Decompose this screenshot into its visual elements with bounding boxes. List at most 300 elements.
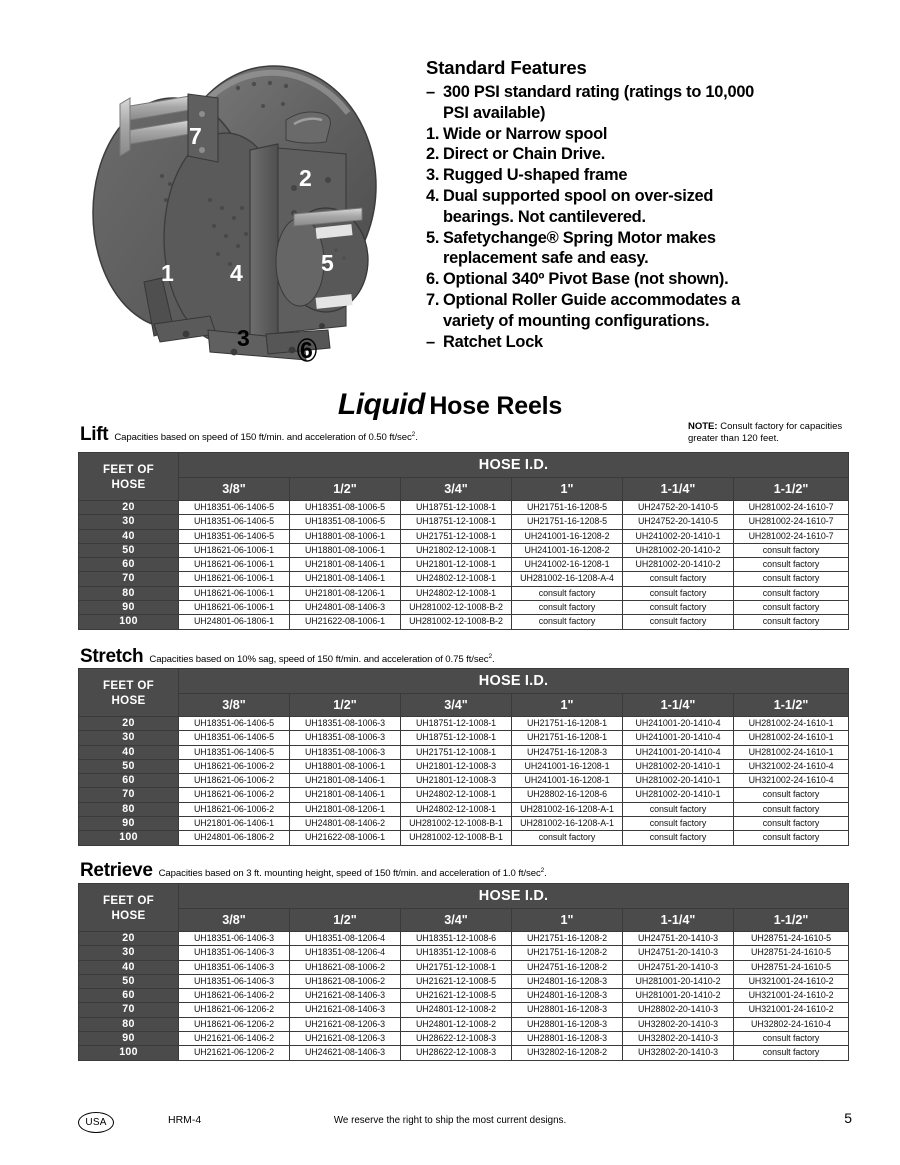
section-subtitle-end: . (491, 654, 495, 665)
cell-part-number: UH21621-08-1206-3 (290, 1032, 401, 1046)
feature-marker: – (426, 332, 435, 351)
cell-part-number: UH18621-06-1206-2 (179, 1017, 290, 1031)
cell-part-number: UH18621-06-1006-1 (179, 572, 290, 586)
cell-part-number: UH241001-16-1208-1 (512, 759, 623, 773)
header-feet-of-hose (79, 884, 179, 932)
row-feet-of-hose: 50 (79, 759, 179, 773)
table-row (79, 529, 849, 543)
cell-consult-factory: consult factory (734, 831, 849, 845)
section-subtitle (159, 868, 547, 879)
cell-part-number: UH18621-06-1006-2 (179, 759, 290, 773)
cell-part-number: UH18621-06-1006-2 (179, 774, 290, 788)
note-text: Consult factory for capacities greater than 120 feet. (688, 421, 843, 444)
feature-item (426, 144, 770, 165)
feature-item (426, 269, 770, 290)
cell-part-number: UH18351-06-1406-5 (179, 745, 290, 759)
section-caption-stretch (80, 646, 495, 668)
cell-part-number: UH321002-24-1610-4 (734, 759, 849, 773)
cell-part-number: UH18351-08-1006-3 (290, 745, 401, 759)
callout-2: 2 (299, 165, 312, 191)
cell-part-number: UH281002-20-1410-1 (623, 759, 734, 773)
usa-badge: USA (78, 1112, 114, 1133)
row-feet-of-hose: 90 (79, 1032, 179, 1046)
cell-part-number: UH18351-12-1008-6 (401, 946, 512, 960)
document-code: HRM-4 (168, 1114, 202, 1126)
table-row (79, 989, 849, 1003)
page-title-regular: Hose Reels (429, 392, 563, 420)
section-title: Lift (80, 424, 109, 445)
cell-part-number: UH21751-12-1008-1 (401, 960, 512, 974)
cell-part-number: UH281002-24-1610-7 (734, 515, 849, 529)
cell-part-number: UH281002-20-1410-1 (623, 788, 734, 802)
cell-part-number: UH24751-20-1410-3 (623, 932, 734, 946)
cell-part-number: UH21801-06-1406-1 (179, 817, 290, 831)
cell-consult-factory: consult factory (734, 817, 849, 831)
cell-part-number: UH241002-20-1410-1 (623, 529, 734, 543)
callout-3: 3 (237, 325, 250, 351)
cell-part-number: UH321001-24-1610-2 (734, 974, 849, 988)
section-title: Retrieve (80, 860, 153, 881)
table-row (79, 572, 849, 586)
cell-part-number: UH24801-12-1008-2 (401, 1003, 512, 1017)
feature-marker: 6. (426, 270, 440, 289)
header-size-4: 1" (512, 478, 623, 501)
section-subtitle (149, 654, 494, 665)
header-feet-line2: HOSE (111, 477, 146, 491)
feature-marker: 5. (426, 228, 440, 247)
feature-marker: 1. (426, 124, 440, 143)
cell-part-number: UH18751-12-1008-1 (401, 717, 512, 731)
callout-6: 6 (300, 337, 313, 363)
cell-part-number: UH18801-08-1006-1 (290, 529, 401, 543)
cell-part-number: UH18621-06-1006-1 (179, 586, 290, 600)
section-subtitle-text: Capacities based on 3 ft. mounting height, speed of 150 ft/min. and acceleration of 1.0 ft/sec (158, 868, 541, 879)
feature-text: Dual supported spool on over-sized bearings. Not cantilevered. (443, 186, 714, 226)
cell-part-number: UH21751-12-1008-1 (401, 529, 512, 543)
callout-1: 1 (161, 260, 174, 286)
cell-part-number: UH24802-12-1008-1 (401, 802, 512, 816)
cell-part-number: UH21751-16-1208-1 (512, 717, 623, 731)
cell-part-number: UH18621-08-1006-2 (290, 960, 401, 974)
cell-part-number: UH18351-08-1006-3 (290, 731, 401, 745)
header-size-4: 1" (512, 694, 623, 717)
header-feet-line2: HOSE (111, 693, 146, 707)
cell-part-number: UH18751-12-1008-1 (401, 515, 512, 529)
cell-part-number: UH28751-24-1610-5 (734, 960, 849, 974)
cell-part-number: UH21802-12-1008-1 (401, 543, 512, 557)
row-feet-of-hose: 30 (79, 731, 179, 745)
cell-consult-factory: consult factory (623, 601, 734, 615)
feature-marker: 2. (426, 145, 440, 164)
cell-part-number: UH18621-06-1006-1 (179, 558, 290, 572)
feature-item (426, 290, 770, 332)
cell-part-number: UH24801-08-1406-2 (290, 817, 401, 831)
cell-part-number: UH241001-16-1208-2 (512, 543, 623, 557)
row-feet-of-hose: 40 (79, 529, 179, 543)
callout-5: 5 (321, 250, 334, 276)
cell-part-number: UH32802-20-1410-3 (623, 1017, 734, 1031)
cell-consult-factory: consult factory (734, 543, 849, 557)
header-size-1: 3/8" (179, 694, 290, 717)
cell-part-number: UH24752-20-1410-5 (623, 501, 734, 515)
row-feet-of-hose: 80 (79, 1017, 179, 1031)
cell-part-number: UH21751-16-1208-1 (512, 731, 623, 745)
cell-part-number: UH21801-08-1406-1 (290, 558, 401, 572)
feature-marker: 7. (426, 290, 440, 309)
cell-part-number: UH21801-08-1206-1 (290, 802, 401, 816)
cell-part-number: UH24751-20-1410-3 (623, 946, 734, 960)
cell-consult-factory: consult factory (734, 615, 849, 629)
cell-part-number: UH18351-06-1406-3 (179, 974, 290, 988)
cell-part-number: UH24802-12-1008-1 (401, 586, 512, 600)
section-subtitle-end: . (415, 432, 418, 443)
cell-part-number: UH281002-20-1410-2 (623, 543, 734, 557)
cell-part-number: UH24752-20-1410-5 (623, 515, 734, 529)
feature-item (426, 124, 770, 145)
cell-part-number: UH21751-12-1008-1 (401, 745, 512, 759)
table-row (79, 831, 849, 845)
cell-part-number: UH28751-24-1610-5 (734, 946, 849, 960)
cell-part-number: UH21751-16-1208-2 (512, 946, 623, 960)
cell-part-number: UH281002-24-1610-1 (734, 745, 849, 759)
table-row (79, 974, 849, 988)
cell-part-number: UH241001-16-1208-1 (512, 774, 623, 788)
cell-consult-factory: consult factory (512, 586, 623, 600)
cell-part-number: UH281002-16-1208-A-4 (512, 572, 623, 586)
table-row (79, 717, 849, 731)
cell-part-number: UH21801-08-1406-1 (290, 788, 401, 802)
cell-consult-factory: consult factory (512, 615, 623, 629)
feature-item (426, 228, 770, 270)
row-feet-of-hose: 30 (79, 946, 179, 960)
standard-features-block (426, 57, 770, 352)
cell-part-number: UH18351-08-1006-5 (290, 515, 401, 529)
cell-consult-factory: consult factory (734, 1032, 849, 1046)
cell-part-number: UH18801-08-1006-1 (290, 759, 401, 773)
row-feet-of-hose: 40 (79, 960, 179, 974)
header-hose-id: HOSE I.D. (179, 884, 849, 909)
header-size-1: 3/8" (179, 909, 290, 932)
note-label: NOTE: (688, 421, 718, 432)
cell-part-number: UH21622-08-1006-1 (290, 615, 401, 629)
table-row (79, 817, 849, 831)
cell-part-number: UH32802-20-1410-3 (623, 1046, 734, 1060)
feature-text: Optional Roller Guide accommodates a variety of mounting configurations. (443, 290, 741, 330)
page-title (0, 388, 900, 422)
cell-part-number: UH21621-08-1206-3 (290, 1017, 401, 1031)
header-feet-of-hose (79, 453, 179, 501)
feature-item (426, 186, 770, 228)
section-subtitle-text: Capacities based on speed of 150 ft/min. and acceleration of 0.50 ft/sec (114, 432, 412, 443)
cell-part-number: UH21801-12-1008-3 (401, 774, 512, 788)
cell-part-number: UH21801-12-1008-1 (401, 558, 512, 572)
feature-marker: – (426, 83, 435, 101)
feature-item (426, 332, 770, 353)
cell-part-number: UH18621-08-1006-2 (290, 974, 401, 988)
capacity-table-lift (78, 452, 849, 630)
section-title: Stretch (80, 646, 144, 667)
cell-consult-factory: consult factory (734, 572, 849, 586)
cell-part-number: UH24802-12-1008-1 (401, 788, 512, 802)
cell-part-number: UH18751-12-1008-1 (401, 731, 512, 745)
header-size-6: 1-1/2" (734, 694, 849, 717)
row-feet-of-hose: 40 (79, 745, 179, 759)
cell-part-number: UH281002-16-1208-A-1 (512, 817, 623, 831)
cell-consult-factory: consult factory (623, 802, 734, 816)
cell-part-number: UH281002-16-1208-A-1 (512, 802, 623, 816)
cell-part-number: UH28751-24-1610-5 (734, 932, 849, 946)
cell-part-number: UH24751-16-1208-3 (512, 745, 623, 759)
page-title-italic: Liquid (337, 388, 425, 421)
cell-consult-factory: consult factory (734, 558, 849, 572)
table-row (79, 558, 849, 572)
cell-part-number: UH18621-06-1006-1 (179, 601, 290, 615)
feature-text: 300 PSI standard rating (ratings to 10,000 PSI available) (443, 83, 755, 122)
section-subtitle (114, 432, 417, 443)
section-caption-lift (80, 424, 418, 446)
header-size-2: 1/2" (290, 694, 401, 717)
row-feet-of-hose: 70 (79, 572, 179, 586)
table-row (79, 731, 849, 745)
table-row (79, 1046, 849, 1060)
table-row (79, 543, 849, 557)
cell-part-number: UH24801-16-1208-3 (512, 989, 623, 1003)
header-size-6: 1-1/2" (734, 478, 849, 501)
cell-part-number: UH281002-12-1008-B-1 (401, 831, 512, 845)
row-feet-of-hose: 60 (79, 989, 179, 1003)
cell-part-number: UH18621-06-1406-2 (179, 989, 290, 1003)
header-size-4: 1" (512, 909, 623, 932)
row-feet-of-hose: 100 (79, 615, 179, 629)
header-feet-line1: FEET OF (102, 893, 155, 907)
cell-consult-factory: consult factory (734, 601, 849, 615)
header-size-5: 1-1/4" (623, 694, 734, 717)
cell-part-number: UH281002-12-1008-B-2 (401, 615, 512, 629)
header-hose-id: HOSE I.D. (179, 453, 849, 478)
cell-consult-factory: consult factory (623, 817, 734, 831)
feature-text: Ratchet Lock (443, 332, 543, 351)
row-feet-of-hose: 100 (79, 1046, 179, 1060)
cell-part-number: UH18351-06-1406-3 (179, 932, 290, 946)
header-size-3: 3/4" (401, 909, 512, 932)
cell-part-number: UH241001-16-1208-2 (512, 529, 623, 543)
table-row (79, 1017, 849, 1031)
table-row (79, 802, 849, 816)
cell-part-number: UH281002-20-1410-1 (623, 774, 734, 788)
cell-part-number: UH321001-24-1610-2 (734, 989, 849, 1003)
cell-consult-factory: consult factory (623, 615, 734, 629)
cell-part-number: UH281002-24-1610-7 (734, 529, 849, 543)
feature-text: Wide or Narrow spool (443, 124, 608, 143)
cell-part-number: UH24801-06-1806-1 (179, 615, 290, 629)
cell-part-number: UH21801-08-1406-1 (290, 572, 401, 586)
cell-consult-factory: consult factory (623, 572, 734, 586)
row-feet-of-hose: 30 (79, 515, 179, 529)
row-feet-of-hose: 80 (79, 586, 179, 600)
table-row (79, 960, 849, 974)
cell-part-number: UH24801-16-1208-3 (512, 974, 623, 988)
cell-consult-factory: consult factory (734, 586, 849, 600)
table-row (79, 759, 849, 773)
cell-part-number: UH18801-08-1006-1 (290, 543, 401, 557)
cell-consult-factory: consult factory (512, 601, 623, 615)
cell-part-number: UH18351-06-1406-5 (179, 731, 290, 745)
header-size-3: 3/4" (401, 694, 512, 717)
row-feet-of-hose: 20 (79, 501, 179, 515)
header-size-2: 1/2" (290, 478, 401, 501)
feature-marker: 3. (426, 166, 440, 185)
cell-part-number: UH24751-20-1410-3 (623, 960, 734, 974)
callout-7: 7 (189, 123, 202, 149)
table-row (79, 1032, 849, 1046)
header-hose-id: HOSE I.D. (179, 669, 849, 694)
cell-part-number: UH18621-06-1206-2 (179, 1003, 290, 1017)
header-feet-of-hose (79, 669, 179, 717)
cell-part-number: UH18621-06-1006-1 (179, 543, 290, 557)
row-feet-of-hose: 80 (79, 802, 179, 816)
cell-part-number: UH241001-20-1410-4 (623, 717, 734, 731)
table-row (79, 615, 849, 629)
cell-consult-factory: consult factory (734, 1046, 849, 1060)
cell-part-number: UH21801-08-1406-1 (290, 774, 401, 788)
feature-text: Safetychange® Spring Motor makes replacement safe and easy. (443, 228, 716, 268)
row-feet-of-hose: 60 (79, 558, 179, 572)
note-block (688, 421, 868, 444)
section-subtitle-sup: 2 (488, 652, 492, 660)
header-size-1: 3/8" (179, 478, 290, 501)
cell-part-number: UH321001-24-1610-2 (734, 1003, 849, 1017)
cell-part-number: UH18351-12-1008-6 (401, 932, 512, 946)
cell-part-number: UH28801-16-1208-3 (512, 1017, 623, 1031)
table-row (79, 515, 849, 529)
row-feet-of-hose: 70 (79, 1003, 179, 1017)
table-row (79, 788, 849, 802)
cell-part-number: UH21621-12-1008-5 (401, 974, 512, 988)
feature-marker: 4. (426, 186, 440, 205)
section-subtitle-sup: 2 (411, 430, 416, 438)
features-heading: Standard Features (426, 57, 587, 78)
table-row (79, 774, 849, 788)
cell-part-number: UH241001-20-1410-4 (623, 745, 734, 759)
header-size-3: 3/4" (401, 478, 512, 501)
capacity-table-retrieve (78, 883, 849, 1061)
product-photo (78, 58, 414, 374)
cell-part-number: UH281002-24-1610-1 (734, 731, 849, 745)
cell-part-number: UH32802-20-1410-3 (623, 1032, 734, 1046)
cell-part-number: UH21621-06-1206-2 (179, 1046, 290, 1060)
row-feet-of-hose: 20 (79, 932, 179, 946)
cell-part-number: UH21621-08-1406-3 (290, 989, 401, 1003)
cell-part-number: UH24621-08-1406-3 (290, 1046, 401, 1060)
cell-part-number: UH18351-06-1406-5 (179, 717, 290, 731)
cell-part-number: UH18351-08-1006-3 (290, 717, 401, 731)
cell-consult-factory: consult factory (512, 831, 623, 845)
row-feet-of-hose: 100 (79, 831, 179, 845)
cell-part-number: UH18351-06-1406-5 (179, 501, 290, 515)
cell-part-number: UH281002-24-1610-7 (734, 501, 849, 515)
cell-part-number: UH241001-20-1410-4 (623, 731, 734, 745)
cell-part-number: UH21751-16-1208-2 (512, 932, 623, 946)
cell-consult-factory: consult factory (623, 831, 734, 845)
callout-4: 4 (230, 260, 243, 286)
page-number: 5 (844, 1110, 852, 1126)
cell-part-number: UH18351-06-1406-5 (179, 529, 290, 543)
cell-part-number: UH24801-06-1806-2 (179, 831, 290, 845)
cell-consult-factory: consult factory (623, 586, 734, 600)
header-size-5: 1-1/4" (623, 478, 734, 501)
cell-consult-factory: consult factory (734, 788, 849, 802)
cell-part-number: UH24802-12-1008-1 (401, 572, 512, 586)
cell-part-number: UH28802-16-1208-6 (512, 788, 623, 802)
cell-part-number: UH18621-06-1006-2 (179, 788, 290, 802)
cell-part-number: UH24801-08-1406-3 (290, 601, 401, 615)
cell-part-number: UH321002-24-1610-4 (734, 774, 849, 788)
row-feet-of-hose: 50 (79, 543, 179, 557)
cell-part-number: UH21751-16-1208-5 (512, 501, 623, 515)
cell-part-number: UH18351-08-1206-4 (290, 932, 401, 946)
row-feet-of-hose: 70 (79, 788, 179, 802)
feature-text: Direct or Chain Drive. (443, 145, 606, 164)
row-feet-of-hose: 50 (79, 974, 179, 988)
cell-part-number: UH18351-08-1006-5 (290, 501, 401, 515)
cell-part-number: UH21801-08-1206-1 (290, 586, 401, 600)
cell-part-number: UH24751-16-1208-2 (512, 960, 623, 974)
cell-part-number: UH18351-06-1406-3 (179, 946, 290, 960)
cell-part-number: UH21621-06-1406-2 (179, 1032, 290, 1046)
cell-consult-factory: consult factory (734, 802, 849, 816)
feature-text: Optional 340º Pivot Base (not shown). (443, 270, 729, 289)
header-feet-line1: FEET OF (102, 462, 155, 476)
cell-part-number: UH21621-08-1406-3 (290, 1003, 401, 1017)
cell-part-number: UH18351-06-1406-3 (179, 960, 290, 974)
row-feet-of-hose: 60 (79, 774, 179, 788)
table-row (79, 946, 849, 960)
row-feet-of-hose: 90 (79, 817, 179, 831)
cell-part-number: UH281001-20-1410-2 (623, 989, 734, 1003)
table-row (79, 932, 849, 946)
cell-part-number: UH18351-08-1206-4 (290, 946, 401, 960)
section-subtitle-text: Capacities based on 10% sag, speed of 150 ft/min. and acceleration of 0.75 ft/sec (149, 654, 489, 665)
cell-part-number: UH18621-06-1006-2 (179, 802, 290, 816)
cell-part-number: UH281002-12-1008-B-1 (401, 817, 512, 831)
section-subtitle-end: . (544, 868, 547, 879)
cell-part-number: UH28801-16-1208-3 (512, 1003, 623, 1017)
cell-part-number: UH28622-12-1008-3 (401, 1046, 512, 1060)
header-feet-line1: FEET OF (102, 678, 155, 692)
cell-part-number: UH281002-20-1410-2 (623, 558, 734, 572)
cell-part-number: UH241002-16-1208-1 (512, 558, 623, 572)
cell-part-number: UH18751-12-1008-1 (401, 501, 512, 515)
cell-part-number: UH32802-24-1610-4 (734, 1017, 849, 1031)
footer-disclaimer: We reserve the right to ship the most current designs. (333, 1115, 567, 1126)
row-feet-of-hose: 20 (79, 717, 179, 731)
feature-item (426, 82, 770, 124)
table-row (79, 586, 849, 600)
cell-part-number: UH281001-20-1410-2 (623, 974, 734, 988)
table-row (79, 501, 849, 515)
section-caption-retrieve (80, 860, 547, 882)
cell-part-number: UH21751-16-1208-5 (512, 515, 623, 529)
table-row (79, 745, 849, 759)
cell-part-number: UH28622-12-1008-3 (401, 1032, 512, 1046)
cell-part-number: UH281002-12-1008-B-2 (401, 601, 512, 615)
cell-part-number: UH281002-24-1610-1 (734, 717, 849, 731)
header-size-2: 1/2" (290, 909, 401, 932)
header-size-5: 1-1/4" (623, 909, 734, 932)
header-size-6: 1-1/2" (734, 909, 849, 932)
feature-text: Rugged U-shaped frame (443, 166, 628, 185)
row-feet-of-hose: 90 (79, 601, 179, 615)
